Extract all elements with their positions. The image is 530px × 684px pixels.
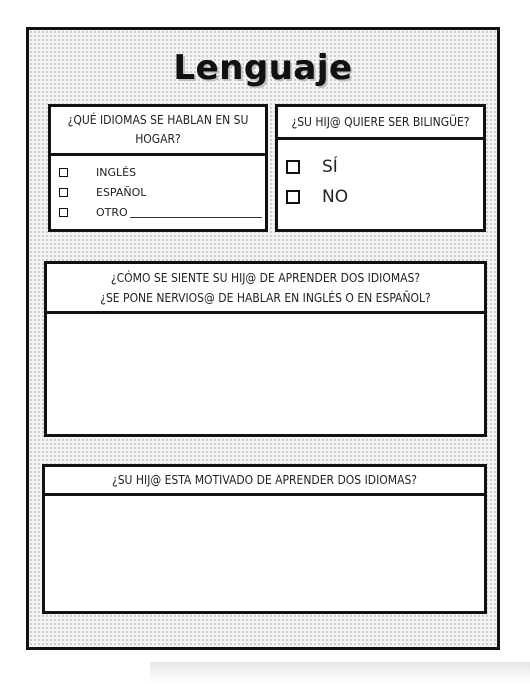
languages-at-home-box [48,104,268,232]
worksheet-page [26,27,500,650]
option-espanol[interactable] [59,182,265,202]
heading-line-2: HOGAR? [135,132,181,146]
motivation-heading [45,467,484,496]
bilingual-heading-text: ¿SU HIJ@ QUIERE SER BILINGÜE? [291,115,470,129]
option-label: SÍ [322,157,338,177]
checkbox[interactable] [59,168,68,177]
heading-line-1: ¿QUÉ IDIOMAS SE HABLAN EN SU [67,113,249,127]
motivation-box [42,464,487,614]
option-si[interactable] [286,152,483,182]
option-no[interactable] [286,182,483,212]
checkbox[interactable] [59,208,68,217]
motivation-heading-text: ¿SU HIJ@ ESTA MOTIVADO DE APRENDER DOS IDIOMAS? [111,473,418,487]
other-language-blank[interactable] [130,207,262,218]
option-label: ESPAÑOL [96,185,147,199]
motivation-answer-area[interactable] [45,496,484,611]
languages-at-home-heading [51,107,265,156]
option-label: INGLÉS [96,165,137,179]
languages-options [51,156,265,222]
option-label: NO [322,187,349,207]
bilingual-box [275,104,486,232]
bilingual-heading [278,107,483,140]
option-ingles[interactable] [59,162,265,182]
page-shadow [150,662,530,684]
feelings-heading [47,264,484,314]
page-title: Lenguaje [173,48,353,88]
checkbox[interactable] [286,160,300,174]
bilingual-options [278,140,483,212]
checkbox[interactable] [59,188,68,197]
option-label: OTRO [96,205,128,219]
checkbox[interactable] [286,190,300,204]
feelings-box [44,261,487,437]
option-otro[interactable] [59,202,265,222]
feelings-answer-area[interactable] [47,314,484,432]
heading-line-2: ¿SE PONE NERVIOS@ DE HABLAR EN INGLÉS O EN ESPAÑOL? [100,290,431,305]
heading-line-1: ¿CÓMO SE SIENTE SU HIJ@ DE APRENDER DOS IDIOMAS? [110,270,421,285]
